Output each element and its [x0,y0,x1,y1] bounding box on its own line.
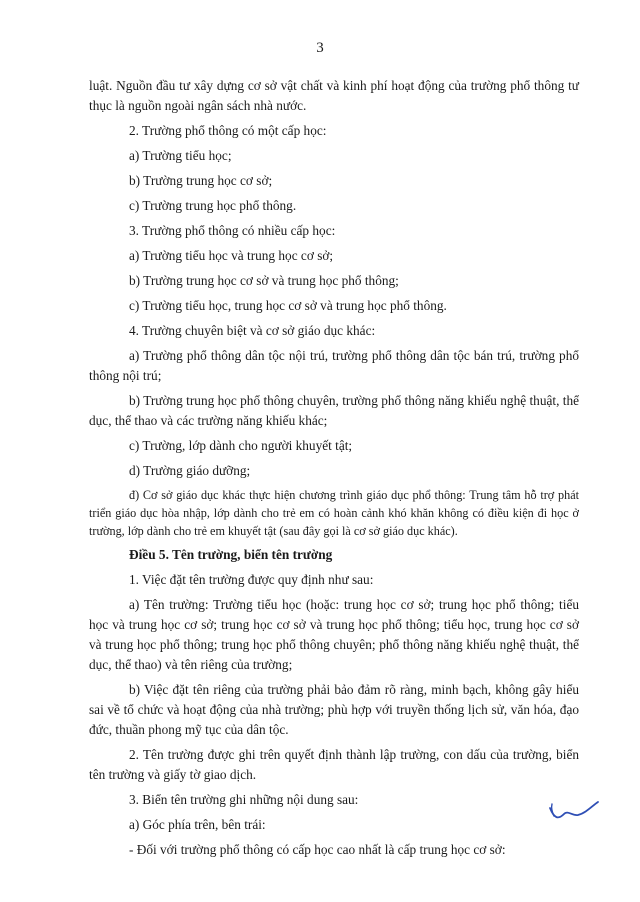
document-paragraph: 3. Biển tên trường ghi những nội dung sau: [129,792,359,807]
document-paragraph: a) Trường tiểu học; [129,148,232,163]
document-paragraph: a) Trường tiểu học và trung học cơ sở; [129,248,334,263]
document-paragraph: b) Việc đặt tên riêng của trường phải bảo đảm rõ ràng, minh bạch, không gây hiểu sai về tổ chức và hoạt động của nhà trường; phù hợp với truyền thống lịch sử, văn hóa, đạo đức, thuần phong mỹ tục của dân tộc. [89,682,579,737]
document-paragraph: a) Góc phía trên, bên trái: [129,817,266,832]
handwritten-initial-mark [546,796,602,826]
document-paragraph: 2. Trường phổ thông có một cấp học: [129,123,327,138]
document-paragraph: b) Trường trung học cơ sở; [129,173,273,188]
document-paragraph: luật. Nguồn đầu tư xây dựng cơ sở vật chất và kinh phí hoạt động của trường phổ thông tư thục là nguồn ngoài ngân sách nhà nước. [89,78,579,113]
document-paragraph: b) Trường trung học cơ sở và trung học phổ thông; [129,273,399,288]
document-paragraph: 4. Trường chuyên biệt và cơ sở giáo dục khác: [129,323,376,338]
page-number: 3 [316,40,324,56]
document-paragraph: a) Tên trường: Trường tiểu học (hoặc: trung học cơ sở; trung học phổ thông; tiểu học và trung học cơ sở; trung học cơ sở và trung học phổ thông; tiểu học, trung học cơ sở và trung học phổ thông; trung học phổ thông chuyên; phổ thông năng khiếu nghệ thuật, thể dục, thể thao) và tên riêng của trường; [89,597,579,672]
document-paragraph: đ) Cơ sở giáo dục khác thực hiện chương trình giáo dục phổ thông: Trung tâm hỗ trợ phát triển giáo dục hòa nhập, lớp dành cho trẻ em có hoàn cảnh khó khăn không có điều kiện đi học ở trường, lớp dành cho trẻ em khuyết tật (sau đây gọi là cơ sở giáo dục khác). [89,488,579,538]
document-paragraph: c) Trường tiểu học, trung học cơ sở và trung học phổ thông. [129,298,447,313]
document-paragraph: 2. Tên trường được ghi trên quyết định thành lập trường, con dấu của trường, biển tên trường và giấy tờ giao dịch. [89,747,579,782]
section-heading: Điều 5. Tên trường, biển tên trường [129,547,333,562]
document-paragraph: b) Trường trung học phổ thông chuyên, trường phổ thông năng khiếu nghệ thuật, thể dục, thể thao và các trường năng khiếu khác; [89,393,579,428]
document-paragraph: d) Trường giáo dưỡng; [129,463,251,478]
document-paragraph: 1. Việc đặt tên trường được quy định như sau: [129,572,374,587]
document-paragraph: - Đối với trường phổ thông có cấp học cao nhất là cấp trung học cơ sở: [129,842,506,857]
document-paragraph: c) Trường, lớp dành cho người khuyết tật; [129,438,353,453]
document-body [89,76,579,865]
document-paragraph: a) Trường phổ thông dân tộc nội trú, trường phổ thông dân tộc bán trú, trường phổ thông nội trú; [89,348,579,383]
document-paragraph: 3. Trường phổ thông có nhiều cấp học: [129,223,336,238]
document-paragraph: c) Trường trung học phổ thông. [129,198,297,213]
